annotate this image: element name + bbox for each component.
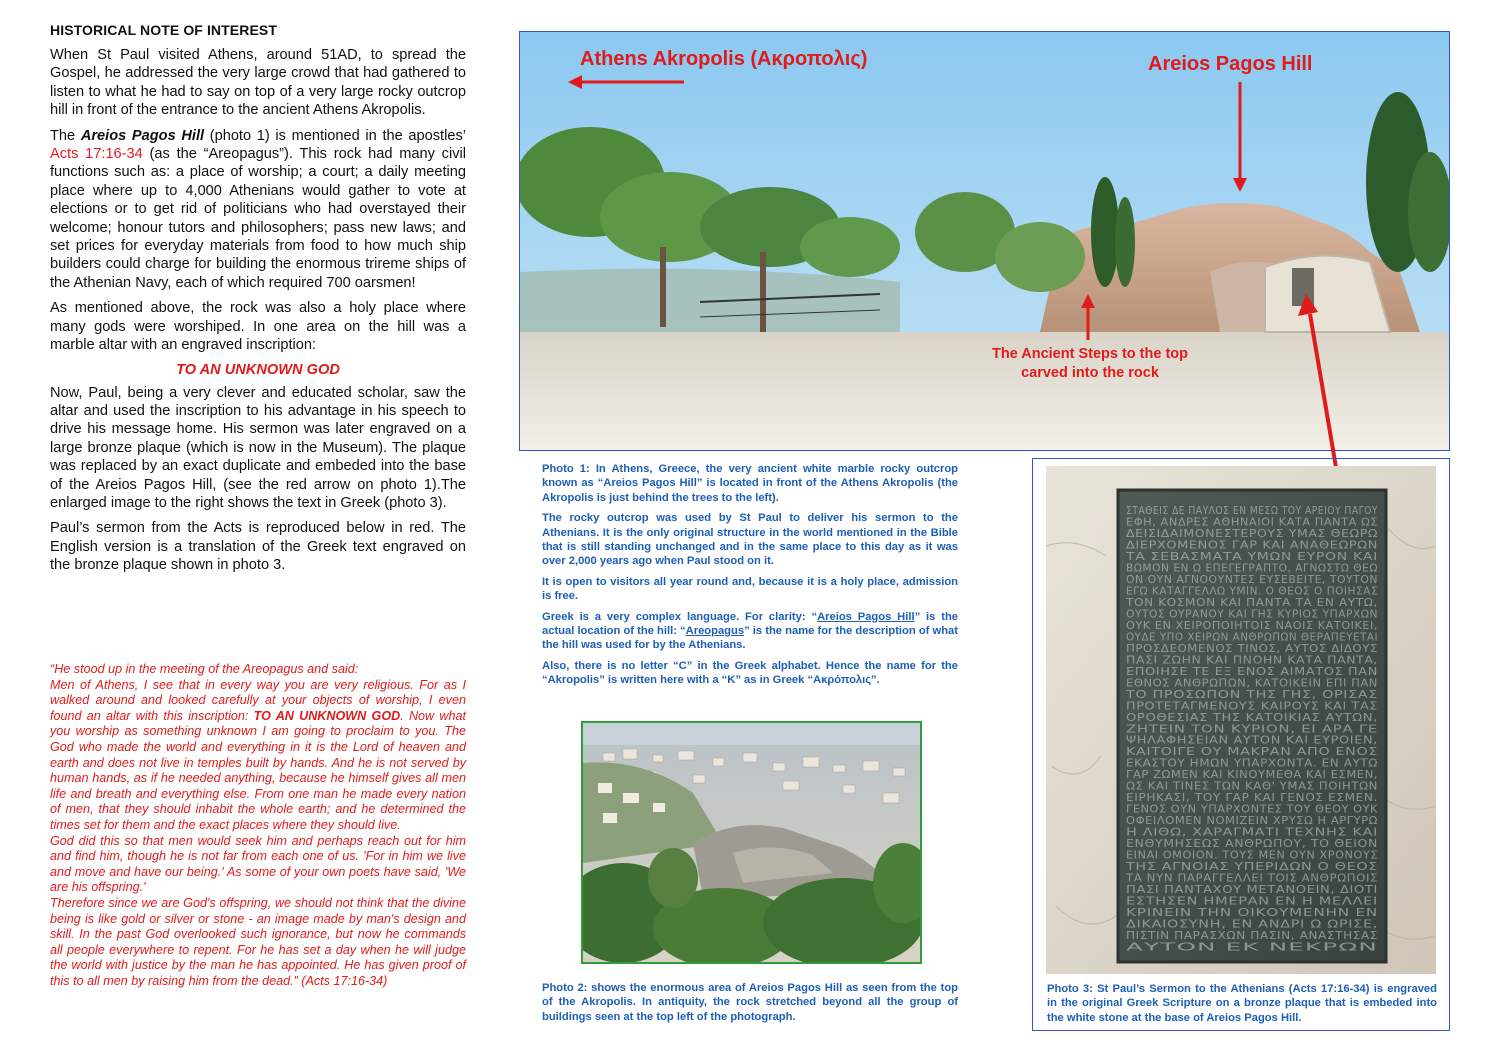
sermon-line-3: God did this so that men would seek him and perhaps reach out for him and find him, though he is not far from each one of us. 'For in him we live and move and have our being.' As some of your own poets have said, 'We are his offspring.' (50, 833, 466, 895)
plaque-line: ΤΗΣ ΑΓΝΟΙΑΣ ΥΠΕΡΙΔΩΝ Ο ΘΕΟΣ (1124, 861, 1378, 874)
ancient-steps-line-2: carved into the rock (1021, 365, 1159, 381)
sermon-line-4: Therefore since we are God's offspring, we should not think that the divine being is like gold or silver or stone - an image made by man's design and skill. In the past God overlooked such ignorance, but now he commands all people everywhere to repent. For he has set a day when he will judge the world with justice by the man he has appointed. He has given proof of this to all men by raising him from the dead.” (Acts 17:16-34) (50, 895, 466, 988)
ancient-steps-label (960, 345, 1220, 383)
photo-2-caption: Photo 2: shows the enormous area of Areios Pagos Hill as seen from the top of the Akropolis. In antiquity, the rock stretched beyond all the group of buildings seen at the top left of the photograph. (542, 982, 958, 1023)
plaque-line: ΔΕΙΣΙΔΑΙΜΟΝΕΣΤΕΡΟΥΣ ΥΜΑΣ ΘΕΩΡΩ (1126, 527, 1378, 540)
plaque-line: ΕΝΘΥΜΗΣΕΩΣ ΑΝΘΡΩΠΟΥ, ΤΟ ΘΕΙΟΝ (1126, 838, 1378, 851)
plaque-line: ΓΕΝΟΣ ΟΥΝ ΥΠΑΡΧΟΝΤΕΣ ΤΟΥ ΘΕΟΥ ΟΥΚ (1126, 803, 1379, 816)
caption-1-para-5: Also, there is no letter “C” in the Greek alphabet. Hence the name for the “Akropolis” is written here with a “K” as in Greek “Ακρόπολις”. (542, 659, 958, 687)
plaque-line: ΕΠΟΙΗΣΕ ΤΕ ΕΞ ΕΝΟΣ ΑΙΜΑΤΟΣ ΠΑΝ (1126, 665, 1378, 678)
sermon-line-2 (50, 678, 466, 834)
plaque-line: ΕΣΤΗΣΕΝ ΗΜΕΡΑΝ ΕΝ Η ΜΕΛΛΕΙ (1126, 895, 1378, 908)
akropolis-label: Athens Akropolis (Ακροπολις) (580, 48, 868, 70)
text-span: (as the “Areopagus”). This rock had many civil functions such as: a place of worship; a court; a daily meeting place where up to 4,000 Athenians would gather to vote at elections or to get rid of politicians who had overstayed their welcome; honour tutors and philosophers; pass new laws; and set prices for everyday materials from food to how much ship builders could charge for building the enormous trireme ships of the Athenian Navy, each of which required 700 oarsmen! (50, 146, 466, 291)
text-span: The (50, 127, 81, 144)
areios-pagos-label: Areios Pagos Hill (1148, 53, 1313, 75)
sermon-line-1: “He stood up in the meeting of the Areopagus and said: (50, 662, 359, 676)
plaque-line: ΕΙΡΗΚΑΣΙ, ΤΟΥ ΓΑΡ ΚΑΙ ΓΕΝΟΣ ΕΣΜΕΝ. (1126, 792, 1378, 805)
caption-1-para-1: Photo 1: In Athens, Greece, the very ancient white marble rocky outcrop known as “Areios Pagos Hill” is located in front of the Athens Akropolis (the Akropolis is just behind the trees to the left). (542, 463, 958, 504)
photo-2-aerial-view (581, 721, 922, 964)
article-heading: HISTORICAL NOTE OF INTEREST (50, 22, 277, 38)
paragraph-intro: When St Paul visited Athens, around 51AD, to spread the Gospel, he addressed the very large crowd that had gathered to listen to what he had to say on top of a very large rocky outcrop hill in front of the entrance to the ancient Athens Akropolis. (50, 47, 466, 119)
photo-3-image (1046, 466, 1436, 974)
acts-reference: Acts 17:16-34 (50, 146, 143, 163)
plaque-line: ΤΟ ΠΡΟΣΩΠΟΝ ΤΗΣ ΓΗΣ, ΟΡΙΣΑΣ (1124, 688, 1378, 701)
plaque-line: ΔΙΚΑΙΟΣΥΝΗ, ΕΝ ΑΝΔΡΙ Ω ΩΡΙΣΕ, (1126, 918, 1378, 931)
paragraph-sermon-intro: Paul’s sermon from the Acts is reproduced below in red. The English version is a translation of the Greek text engraved on the bronze plaque shown in photo 3. (50, 520, 466, 574)
plaque-line: ΖΗΤΕΙΝ ΤΟΝ ΚΥΡΙΟΝ, ΕΙ ΑΡΑ ΓΕ (1126, 723, 1378, 736)
plaque-line: ΟΥΔΕ ΥΠΟ ΧΕΙΡΩΝ ΑΝΘΡΩΠΩΝ ΘΕΡΑΠΕΥΕΤΑΙ (1126, 631, 1378, 644)
plaque-line: ΤΟΝ ΚΟΣΜΟΝ ΚΑΙ ΠΑΝΤΑ ΤΑ ΕΝ ΑΥΤΩ, (1124, 596, 1378, 609)
text-span: Men of Athens, I see that in every way you are very religious. For as I walked around and looked carefully at your objects of worship, I even found an altar with this inscription: (50, 677, 466, 723)
photo-1-caption (542, 462, 958, 694)
unknown-god-emphasis: TO AN UNKNOWN GOD (253, 708, 401, 723)
plaque-line: ΤΑ ΝΥΝ ΠΑΡΑΓΓΕΛΛΕΙ ΤΟΙΣ ΑΝΘΡΩΠΟΙΣ (1124, 872, 1378, 885)
plaque-line: ΣΤΑΘΕΙΣ ΔΕ ΠΑΥΛΟΣ ΕΝ ΜΕΣΩ ΤΟΥ ΑΡΕΙΟΥ ΠΑΓΟΥ (1126, 505, 1379, 517)
plaque-line: ΑΥΤΟΝ ΕΚ ΝΕΚΡΩΝ (1126, 941, 1378, 954)
plaque-line: ΟΦΕΙΛΟΜΕΝ ΝΟΜΙΖΕΙΝ ΧΡΥΣΩ Η ΑΡΓΥΡΩ (1126, 815, 1378, 828)
plaque-line: ΠΡΟΤΕΤΑΓΜΕΝΟΥΣ ΚΑΙΡΟΥΣ ΚΑΙ ΤΑΣ (1126, 700, 1378, 713)
caption-1-para-3: It is open to visitors all year round and, because it is a holy place, admission is free. (542, 575, 958, 603)
plaque-line: ΠΡΟΣΔΕΟΜΕΝΟΣ ΤΙΝΟΣ, ΑΥΤΟΣ ΔΙΔΟΥΣ (1126, 642, 1378, 655)
areopagus-underline: Areopagus (685, 625, 745, 638)
plaque-line: ΕΘΝΟΣ ΑΝΘΡΩΠΩΝ, ΚΑΤΟΙΚΕΙΝ ΕΠΙ ΠΑΝ (1126, 677, 1378, 690)
text-span: (photo 1) is mentioned in the apostles’ (204, 127, 466, 144)
plaque-line: ΕΙΝΑΙ ΟΜΟΙΟΝ. ΤΟΥΣ ΜΕΝ ΟΥΝ ΧΡΟΝΟΥΣ (1126, 849, 1378, 862)
plaque-line: ΚΡΙΝΕΙΝ ΤΗΝ ΟΙΚΟΥΜΕΝΗΝ ΕΝ (1126, 907, 1378, 920)
plaque-line: ΟΥΚ ΕΝ ΧΕΙΡΟΠΟΙΗΤΟΙΣ ΝΑΟΙΣ ΚΑΤΟΙΚΕΙ, (1126, 619, 1378, 632)
plaque-line: ΓΑΡ ΖΩΜΕΝ ΚΑΙ ΚΙΝΟΥΜΕΘΑ ΚΑΙ ΕΣΜΕΝ, (1126, 769, 1378, 782)
text-span: Greek is a very complex language. For clarity: “ (542, 610, 818, 623)
down-arrow-icon (1232, 82, 1248, 194)
paragraph-holy-place: As mentioned above, the rock was also a holy place where many gods were worshiped. In one area on the hill was a marble altar with an engraved inscription: (50, 300, 466, 354)
plaque-line: ΔΙΕΡΧΟΜΕΝΟΣ ΓΑΡ ΚΑΙ ΑΝΑΘΕΩΡΩΝ (1126, 539, 1378, 552)
plaque-line: ΚΑΙΤΟΙΓΕ ΟΥ ΜΑΚΡΑΝ ΑΠΟ ΕΝΟΣ (1126, 746, 1378, 759)
plaque-line: ΟΡΟΘΕΣΙΑΣ ΤΗΣ ΚΑΤΟΙΚΙΑΣ ΑΥΤΩΝ, (1126, 711, 1378, 724)
photo-3-bronze-plaque (1046, 466, 1436, 974)
left-arrow-icon (568, 72, 688, 92)
plaque-line: ΕΚΑΣΤΟΥ ΗΜΩΝ ΥΠΑΡΧΟΝΤΑ. ΕΝ ΑΥΤΩ (1126, 757, 1378, 770)
article-column (50, 22, 466, 582)
up-arrow-icon (1080, 294, 1096, 340)
paragraph-areios-pagos (50, 127, 466, 293)
plaque-line: ΨΗΛΑΦΗΣΕΙΑΝ ΑΥΤΟΝ ΚΑΙ ΕΥΡΟΙΕΝ, (1126, 734, 1378, 747)
plaque-line: ΩΣ ΚΑΙ ΤΙΝΕΣ ΤΩΝ ΚΑΘ' ΥΜΑΣ ΠΟΙΗΤΩΝ (1126, 780, 1378, 793)
plaque-inscription (1125, 505, 1379, 954)
plaque-line: ΟΥΤΟΣ ΟΥΡΑΝΟΥ ΚΑΙ ΓΗΣ ΚΥΡΙΟΣ ΥΠΑΡΧΩΝ (1126, 608, 1378, 621)
caption-1-para-4 (542, 610, 958, 653)
plaque-line: ΠΑΣΙ ΠΑΝΤΑΧΟΥ ΜΕΤΑΝΟΕΙΝ, ΔΙΟΤΙ (1126, 884, 1378, 897)
ancient-steps-line-1: The Ancient Steps to the top (991, 346, 1189, 362)
text-span: ” is the actual location of the hill: “ (542, 610, 958, 638)
sermon-quote (50, 662, 466, 989)
photo-2-image (583, 723, 920, 962)
plaque-line: ΠΑΣΙ ΖΩΗΝ ΚΑΙ ΠΝΟΗΝ ΚΑΤΑ ΠΑΝΤΑ, (1126, 654, 1378, 667)
inscription-text: TO AN UNKNOWN GOD (176, 361, 340, 378)
caption-1-para-2: The rocky outcrop was used by St Paul to deliver his sermon to the Athenians. It is the only original structure in the world mentioned in the Bible that is still standing unchanged and in the same place to this day as it was over 2,000 years ago when Paul stood on it. (542, 512, 958, 568)
paragraph-paul-scholar: Now, Paul, being a very clever and educated scholar, saw the altar and used the inscription to his advantage in his speech to drive his message home. His sermon was later engraved on a large bronze plaque (which is now in the Museum). The plaque was replaced by an exact duplicate and embeded into the base of the Areios Pagos Hill, (see the red arrow on photo 1).The enlarged image to the right shows the text in Greek (photo 3). (50, 384, 466, 511)
photo-3-caption: Photo 3: St Paul’s Sermon to the Athenians (Acts 17:16-34) is engraved in the original Greek Scripture on a bronze plaque that is embeded into the white stone at the base of Areios Pagos Hill. (1047, 983, 1437, 1024)
text-span: ” is the name for the description of what the hill was used for by the Athenians. (542, 625, 958, 652)
plaque-line: Η ΛΙΘΩ, ΧΑΡΑΓΜΑΤΙ ΤΕΧΝΗΣ ΚΑΙ (1126, 826, 1378, 839)
plaque-line: ΕΦΗ, ΑΝΔΡΕΣ ΑΘΗΝΑΙΟΙ ΚΑΤΑ ΠΑΝΤΑ ΩΣ (1126, 516, 1378, 529)
plaque-line: ΠΙΣΤΙΝ ΠΑΡΑΣΧΩΝ ΠΑΣΙΝ, ΑΝΑΣΤΗΣΑΣ (1126, 930, 1378, 943)
text-span: . Now what you worship as something unknown I am going to proclaim to you. The God who made the world and everything in it is the Lord of heaven and earth and does not live in temples built by hands. And he is not served by human hands, as if he needed anything, because he himself gives all men life and breath and everything else. From one man he made every nation of men, that they should inhabit the whole earth; and he determined the times set for them and the exact places where they should live. (50, 708, 466, 832)
plaque-line: ΒΩΜΟΝ ΕΝ Ω ΕΠΕΓΕΓΡΑΠΤΟ, ΑΓΝΩΣΤΩ ΘΕΩ (1126, 562, 1378, 575)
plaque-line: ΟΝ ΟΥΝ ΑΓΝΟΟΥΝΤΕΣ ΕΥΣΕΒΕΙΤΕ, ΤΟΥΤΟΝ (1126, 573, 1378, 586)
areios-pagos-underline: Areios Pagos Hill (817, 610, 915, 623)
areios-pagos-emphasis: Areios Pagos Hill (80, 127, 205, 144)
plaque-line: ΕΓΩ ΚΑΤΑΓΓΕΛΛΩ ΥΜΙΝ. Ο ΘΕΟΣ Ο ΠΟΙΗΣΑΣ (1126, 585, 1378, 598)
plaque-line: ΤΑ ΣΕΒΑΣΜΑΤΑ ΥΜΩΝ ΕΥΡΟΝ ΚΑΙ (1124, 550, 1378, 563)
